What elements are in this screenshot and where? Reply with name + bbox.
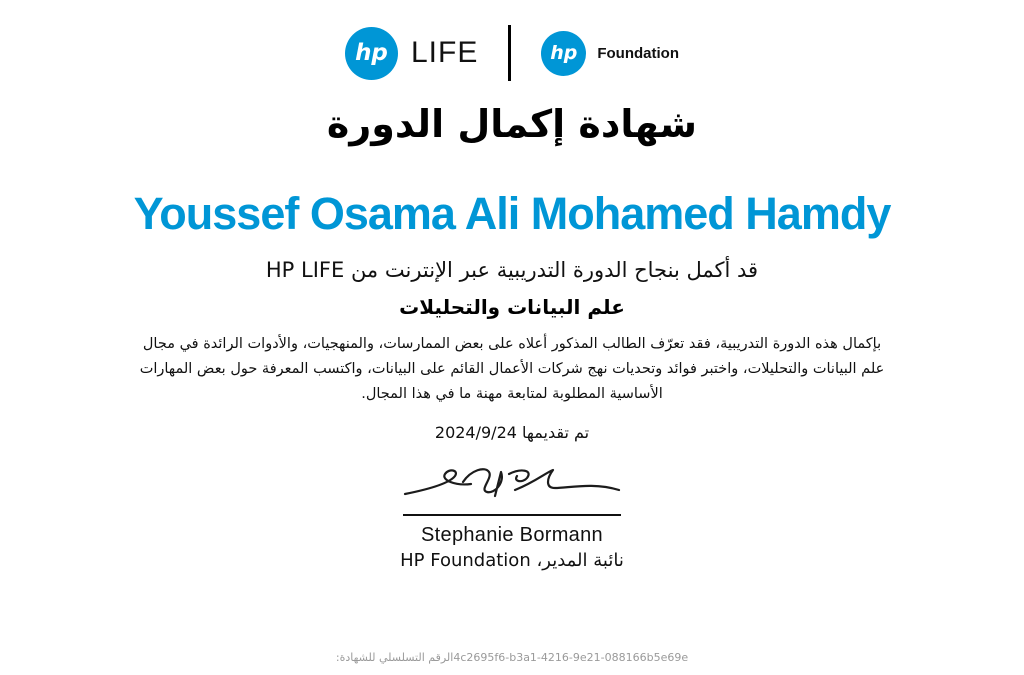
hp-foundation-label: Foundation: [597, 44, 679, 62]
serial-number-line: [0, 651, 1024, 664]
hp-life-label: LIFE: [410, 36, 479, 69]
description-line-2: علم البيانات والتحليلات، واختبر فوائد وتحديات نهج شركات الأعمال القائم على البيانات، واكتسب المعرفة حول بعض المهارات: [139, 361, 885, 377]
logo-divider: [508, 25, 511, 81]
hp-logo-letters: hp: [550, 42, 578, 64]
completion-statement: قد أكمل بنجاح الدورة التدريبية عبر الإنترنت من HP LIFE: [265, 258, 759, 282]
signer-role: نائبة المدير، HP Foundation: [400, 550, 624, 571]
hp-foundation-logo: [541, 31, 679, 76]
signature-underline: [403, 514, 621, 516]
signature-image: [397, 460, 627, 512]
hp-logo-icon: [345, 27, 398, 80]
signer-name: Stephanie Bormann: [421, 524, 603, 546]
serial-label: الرقم التسلسلي للشهادة:: [335, 651, 454, 664]
hp-logo-letters: hp: [355, 40, 388, 66]
serial-value: 4c2695f6-b3a1-4216-9e21-088166b5e69e: [453, 651, 689, 664]
hp-life-logo: [345, 27, 478, 80]
signature-block: [397, 460, 627, 571]
description-line-1: بإكمال هذه الدورة التدريبية، فقد تعرّف الطالب المذكور أعلاه على بعض الممارسات، والمنهجيات، والأدوات الرائدة في مجال: [142, 336, 882, 352]
hp-logo-icon: [541, 31, 586, 76]
logo-header: [345, 24, 679, 82]
course-description: [140, 332, 885, 407]
description-line-3: الأساسية المطلوبة لمتابعة مهنة ما في هذا المجال.: [361, 386, 663, 402]
course-title: علم البيانات والتحليلات: [399, 295, 625, 319]
recipient-name: Youssef Osama Ali Mohamed Hamdy: [133, 188, 891, 239]
certificate-title: شهادة إكمال الدورة: [326, 102, 698, 146]
issue-date: تم تقديمها 2024/9/24: [434, 423, 590, 442]
